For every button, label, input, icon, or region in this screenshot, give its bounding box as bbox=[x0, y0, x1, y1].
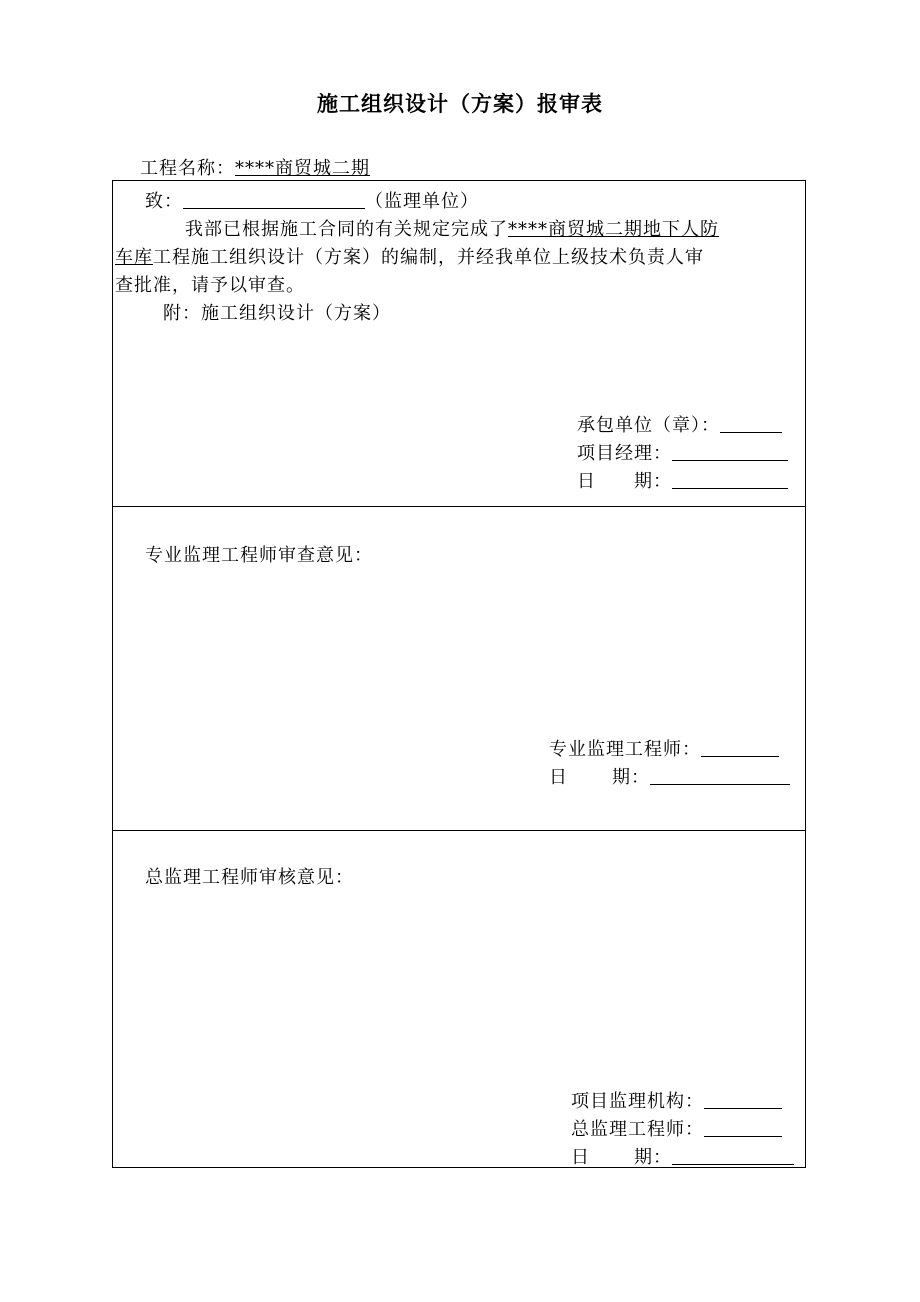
date-label-a: 日 bbox=[577, 471, 596, 492]
date-blank-2[interactable] bbox=[650, 766, 790, 785]
chief-row bbox=[571, 1115, 782, 1141]
chief-blank[interactable] bbox=[704, 1118, 782, 1137]
manager-row bbox=[577, 439, 788, 465]
body-line-2 bbox=[115, 243, 704, 269]
body-line-1 bbox=[185, 215, 719, 241]
supervision-unit-blank[interactable] bbox=[183, 190, 365, 209]
date-label-b: 期： bbox=[612, 767, 650, 788]
addressee-label: 致： bbox=[145, 191, 183, 212]
body-project-name-2: 车库 bbox=[115, 247, 153, 268]
date-row-3 bbox=[571, 1143, 794, 1169]
date-label-a: 日 bbox=[571, 1147, 590, 1168]
org-label: 项目监理机构： bbox=[571, 1091, 704, 1112]
date-label-b: 期： bbox=[634, 471, 672, 492]
engineer-blank[interactable] bbox=[701, 738, 779, 757]
date-blank-1[interactable] bbox=[672, 470, 788, 489]
manager-blank[interactable] bbox=[672, 442, 788, 461]
project-name-value: ****商贸城二期 bbox=[235, 158, 370, 179]
date-label-b: 期： bbox=[634, 1147, 672, 1168]
body-project-name-1: ****商贸城二期地下人防 bbox=[508, 219, 719, 240]
date-blank-3[interactable] bbox=[672, 1146, 794, 1165]
engineer-label: 专业监理工程师： bbox=[549, 739, 701, 760]
contractor-row bbox=[577, 411, 782, 437]
org-blank[interactable] bbox=[704, 1090, 782, 1109]
engineer-review-section bbox=[113, 507, 805, 831]
date-row-1 bbox=[577, 467, 788, 493]
body-text-1: 我部已根据施工合同的有关规定完成了 bbox=[185, 219, 508, 240]
project-name-row bbox=[140, 154, 370, 180]
addressee-suffix: （监理单位） bbox=[365, 191, 479, 212]
engineer-row bbox=[549, 735, 779, 761]
review-form-table bbox=[112, 180, 806, 1168]
project-name-label: 工程名称： bbox=[140, 158, 235, 179]
org-row bbox=[571, 1087, 782, 1113]
body-text-2: 工程施工组织设计（方案）的编制，并经我单位上级技术负责人审 bbox=[153, 247, 704, 268]
submission-section bbox=[113, 181, 805, 507]
contractor-blank[interactable] bbox=[720, 414, 782, 433]
date-row-2 bbox=[549, 763, 790, 789]
page-title: 施工组织设计（方案）报审表 bbox=[317, 91, 603, 116]
date-label-a: 日 bbox=[549, 767, 568, 788]
chief-label: 总监理工程师： bbox=[571, 1119, 704, 1140]
attachment-line: 附：施工组织设计（方案） bbox=[163, 303, 391, 324]
engineer-review-heading: 专业监理工程师审查意见： bbox=[145, 545, 373, 566]
body-line-3: 查批准，请予以审查。 bbox=[115, 275, 305, 296]
chief-review-heading: 总监理工程师审核意见： bbox=[145, 867, 354, 888]
chief-review-section bbox=[113, 831, 805, 1167]
addressee-row bbox=[145, 187, 479, 213]
contractor-label: 承包单位（章）： bbox=[577, 415, 720, 436]
manager-label: 项目经理： bbox=[577, 443, 672, 464]
